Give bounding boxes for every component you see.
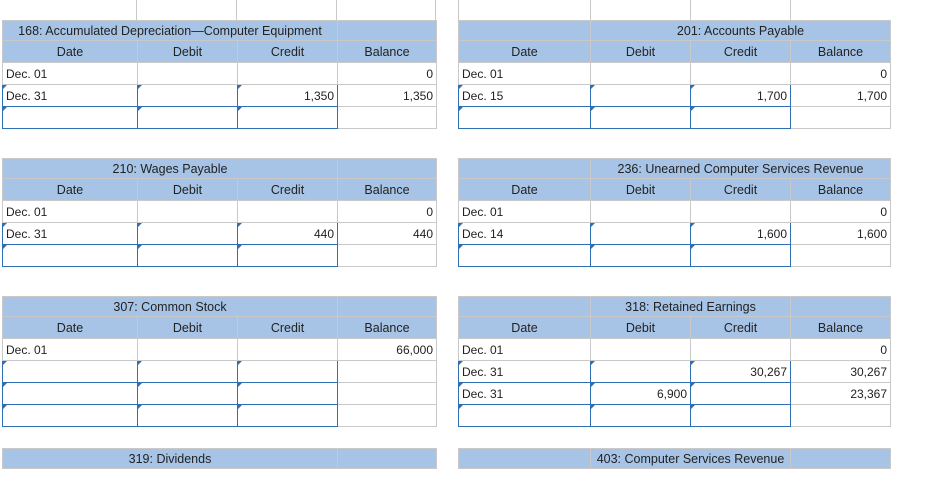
table-row	[459, 85, 891, 107]
date-input[interactable]	[459, 107, 591, 129]
table-row	[3, 383, 437, 405]
table-row	[459, 405, 891, 427]
credit-input[interactable]: 30,267	[691, 361, 791, 383]
balance-cell: 440	[338, 223, 437, 245]
account-title: 318: Retained Earnings	[591, 297, 791, 317]
table-row	[3, 85, 437, 107]
header-date: Date	[3, 317, 138, 339]
date-input[interactable]: Dec. 31	[459, 361, 591, 383]
top-grid	[2, 0, 890, 20]
header-balance: Balance	[338, 317, 437, 339]
balance-cell: 1,350	[338, 85, 437, 107]
date-input[interactable]: Dec. 14	[459, 223, 591, 245]
debit-input[interactable]	[591, 405, 691, 427]
table-row	[3, 361, 437, 383]
table-row	[459, 223, 891, 245]
balance-cell: 23,367	[791, 383, 891, 405]
table-row	[3, 107, 437, 129]
credit-input[interactable]	[238, 107, 338, 129]
table-row	[3, 339, 437, 361]
table-row	[459, 201, 891, 223]
table-row	[3, 201, 437, 223]
account-title: 236: Unearned Computer Services Revenue	[591, 159, 891, 179]
debit-input[interactable]	[591, 361, 691, 383]
date-cell: Dec. 01	[3, 63, 138, 85]
date-cell: Dec. 01	[3, 339, 138, 361]
credit-input[interactable]	[238, 245, 338, 267]
table-row	[3, 405, 437, 427]
debit-input[interactable]	[138, 245, 238, 267]
account-title: 201: Accounts Payable	[591, 21, 891, 41]
account-title: 403: Computer Services Revenue	[591, 449, 791, 469]
balance-cell: 66,000	[338, 339, 437, 361]
ledger-right	[458, 20, 891, 469]
date-cell: Dec. 01	[459, 339, 591, 361]
header-debit: Debit	[591, 179, 691, 201]
credit-input[interactable]	[691, 107, 791, 129]
credit-input[interactable]	[238, 361, 338, 383]
table-row	[3, 223, 437, 245]
date-cell: Dec. 01	[459, 201, 591, 223]
date-input[interactable]	[3, 245, 138, 267]
date-cell: Dec. 01	[3, 201, 138, 223]
header-date: Date	[459, 179, 591, 201]
debit-input[interactable]	[138, 85, 238, 107]
credit-input[interactable]	[691, 245, 791, 267]
credit-input[interactable]	[691, 405, 791, 427]
debit-input[interactable]	[591, 223, 691, 245]
header-debit: Debit	[138, 179, 238, 201]
header-credit: Credit	[691, 41, 791, 63]
header-date: Date	[3, 41, 138, 63]
debit-input[interactable]	[591, 107, 691, 129]
table-row	[459, 107, 891, 129]
header-balance: Balance	[791, 41, 891, 63]
date-input[interactable]	[3, 405, 138, 427]
header-date: Date	[3, 179, 138, 201]
credit-input[interactable]: 1,600	[691, 223, 791, 245]
table-row	[459, 63, 891, 85]
balance-cell: 1,600	[791, 223, 891, 245]
table-row	[459, 245, 891, 267]
debit-input[interactable]	[138, 361, 238, 383]
header-debit: Debit	[591, 41, 691, 63]
header-debit: Debit	[591, 317, 691, 339]
account-title: 307: Common Stock	[3, 297, 338, 317]
date-input[interactable]: Dec. 31	[3, 85, 138, 107]
date-input[interactable]: Dec. 31	[459, 383, 591, 405]
header-credit: Credit	[238, 41, 338, 63]
table-row	[459, 383, 891, 405]
credit-input[interactable]: 440	[238, 223, 338, 245]
header-balance: Balance	[791, 179, 891, 201]
balance-cell: 0	[791, 339, 891, 361]
header-credit: Credit	[691, 179, 791, 201]
account-title: 210: Wages Payable	[3, 159, 338, 179]
credit-input[interactable]: 1,700	[691, 85, 791, 107]
date-cell: Dec. 01	[459, 63, 591, 85]
header-debit: Debit	[138, 317, 238, 339]
account-title: 319: Dividends	[3, 449, 338, 469]
table-row	[3, 245, 437, 267]
header-credit: Credit	[238, 317, 338, 339]
date-input[interactable]	[3, 361, 138, 383]
credit-input[interactable]	[238, 405, 338, 427]
credit-input[interactable]	[691, 383, 791, 405]
debit-input[interactable]	[138, 107, 238, 129]
header-balance: Balance	[338, 179, 437, 201]
header-date: Date	[459, 41, 591, 63]
date-input[interactable]	[3, 107, 138, 129]
date-input[interactable]: Dec. 15	[459, 85, 591, 107]
account-title: 168: Accumulated Depreciation—Computer Equipment	[3, 21, 338, 41]
header-debit: Debit	[138, 41, 238, 63]
credit-input[interactable]: 1,350	[238, 85, 338, 107]
header-credit: Credit	[691, 317, 791, 339]
ledger-left	[2, 20, 437, 469]
header-date: Date	[459, 317, 591, 339]
debit-input[interactable]: 6,900	[591, 383, 691, 405]
debit-input[interactable]	[138, 223, 238, 245]
debit-input[interactable]	[138, 383, 238, 405]
table-row	[459, 361, 891, 383]
table-row	[3, 63, 437, 85]
balance-cell: 30,267	[791, 361, 891, 383]
balance-cell: 0	[791, 63, 891, 85]
balance-cell: 1,700	[791, 85, 891, 107]
credit-input[interactable]	[238, 383, 338, 405]
date-input[interactable]	[459, 245, 591, 267]
balance-cell: 0	[338, 201, 437, 223]
date-input[interactable]	[459, 405, 591, 427]
header-balance: Balance	[338, 41, 437, 63]
balance-cell: 0	[791, 201, 891, 223]
header-credit: Credit	[238, 179, 338, 201]
debit-input[interactable]	[591, 245, 691, 267]
debit-input[interactable]	[138, 405, 238, 427]
date-input[interactable]	[3, 383, 138, 405]
debit-input[interactable]	[591, 85, 691, 107]
date-input[interactable]: Dec. 31	[3, 223, 138, 245]
table-row	[459, 339, 891, 361]
header-balance: Balance	[791, 317, 891, 339]
balance-cell: 0	[338, 63, 437, 85]
